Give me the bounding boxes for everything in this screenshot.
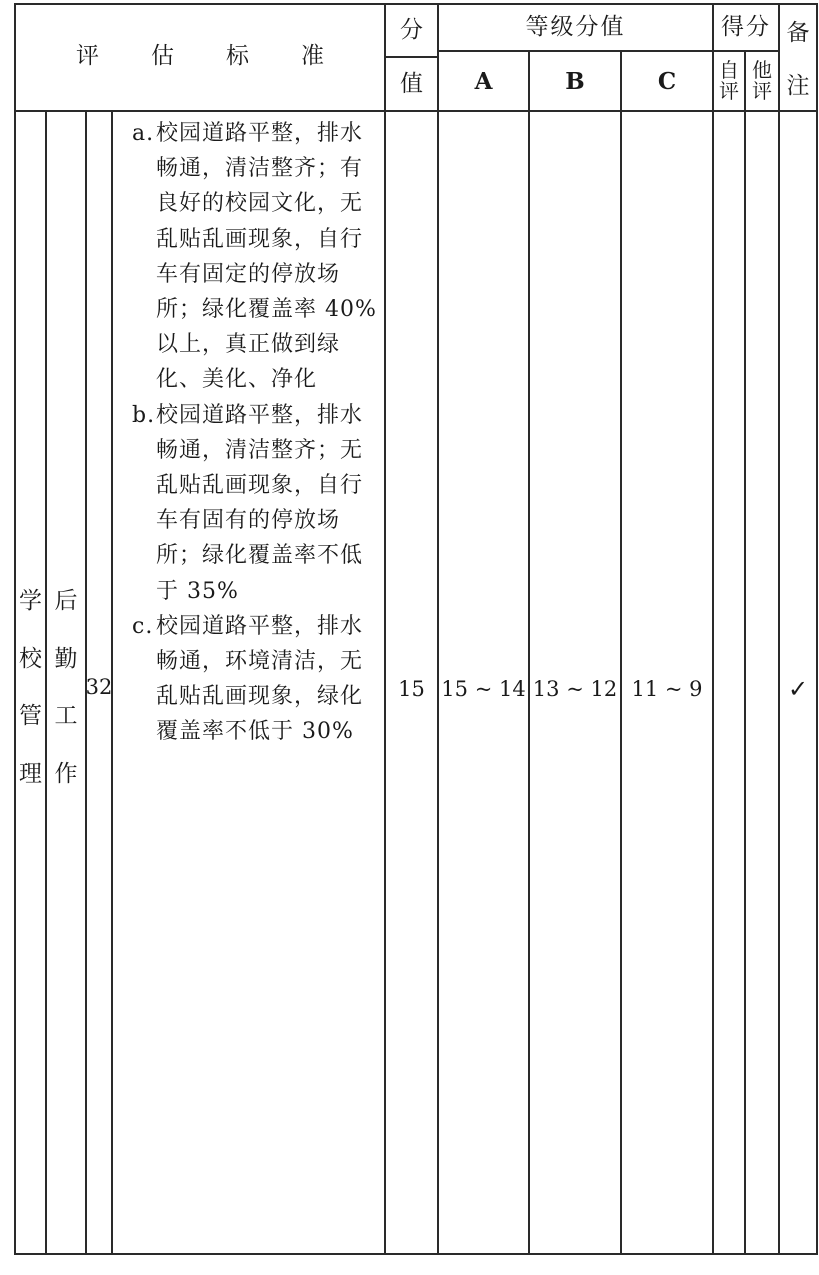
criteria-item-a — [126, 116, 384, 398]
criteria-right-line — [384, 3, 386, 1255]
grade-a-right-line — [528, 50, 530, 1255]
header-bottom-line — [14, 110, 818, 112]
table-border-bottom — [14, 1253, 818, 1255]
header-grade-c: C — [657, 67, 677, 95]
header-peer-eval: 他 评 — [752, 58, 772, 103]
header-score-top: 分 — [400, 17, 423, 43]
grade-b-right-line — [620, 50, 622, 1255]
row-score: 15 — [398, 676, 425, 701]
row-grade-c: 11 ~ 9 — [631, 676, 703, 701]
header-grade-b: B — [565, 67, 585, 95]
criteria-text-b: 校园道路平整，排水畅通，清洁整齐；无乱贴乱画现象，自行车有固有的停放场所；绿化覆盖率不低于 35% — [156, 402, 364, 604]
criteria-label-a: a. — [132, 121, 155, 146]
header-grade-a: A — [474, 67, 493, 95]
header-obtained: 得分 — [721, 14, 771, 40]
row-remark-checkmark-icon: ✓ — [787, 675, 809, 703]
criteria-label-c: c. — [132, 613, 154, 639]
criteria-label-b: b. — [132, 402, 156, 428]
row-number: 32 — [85, 674, 113, 699]
row-grade-b: 13 ~ 12 — [532, 676, 618, 701]
criteria-item-b — [126, 398, 384, 609]
header-criteria: 评 估 标 准 — [76, 43, 324, 69]
row-subcategory: 后 勤 工 作 — [54, 588, 78, 787]
row-self-eval — [714, 672, 744, 706]
table-border-right — [816, 3, 818, 1255]
row-peer-eval — [746, 672, 778, 706]
grade-c-right-line — [712, 3, 714, 1255]
criteria-item-c — [126, 609, 384, 750]
row-grade-a: 15 ~ 14 — [441, 676, 526, 701]
self-eval-right-line — [744, 50, 746, 1255]
header-self-eval: 自 评 — [719, 58, 739, 103]
criteria-text-a: 校园道路平整，排水畅通，清洁整齐；有良好的校园文化，无乱贴乱画现象，自行车有固定的停放场所；绿化覆盖率 40% 以上，真正做到绿化、美化、净化 — [156, 121, 377, 393]
score-right-line — [437, 3, 439, 1255]
peer-eval-right-line — [778, 3, 780, 1255]
header-grade-values: 等级分值 — [525, 14, 626, 40]
criteria-text-c: 校园道路平整，排水畅通，环境清洁，无乱贴乱画现象，绿化覆盖率不低于 30% — [156, 613, 364, 745]
row-category: 学 校 管 理 — [19, 588, 42, 787]
header-remarks: 备 注 — [786, 20, 810, 99]
header-score-bottom: 值 — [400, 70, 423, 97]
criteria-list — [126, 116, 384, 750]
